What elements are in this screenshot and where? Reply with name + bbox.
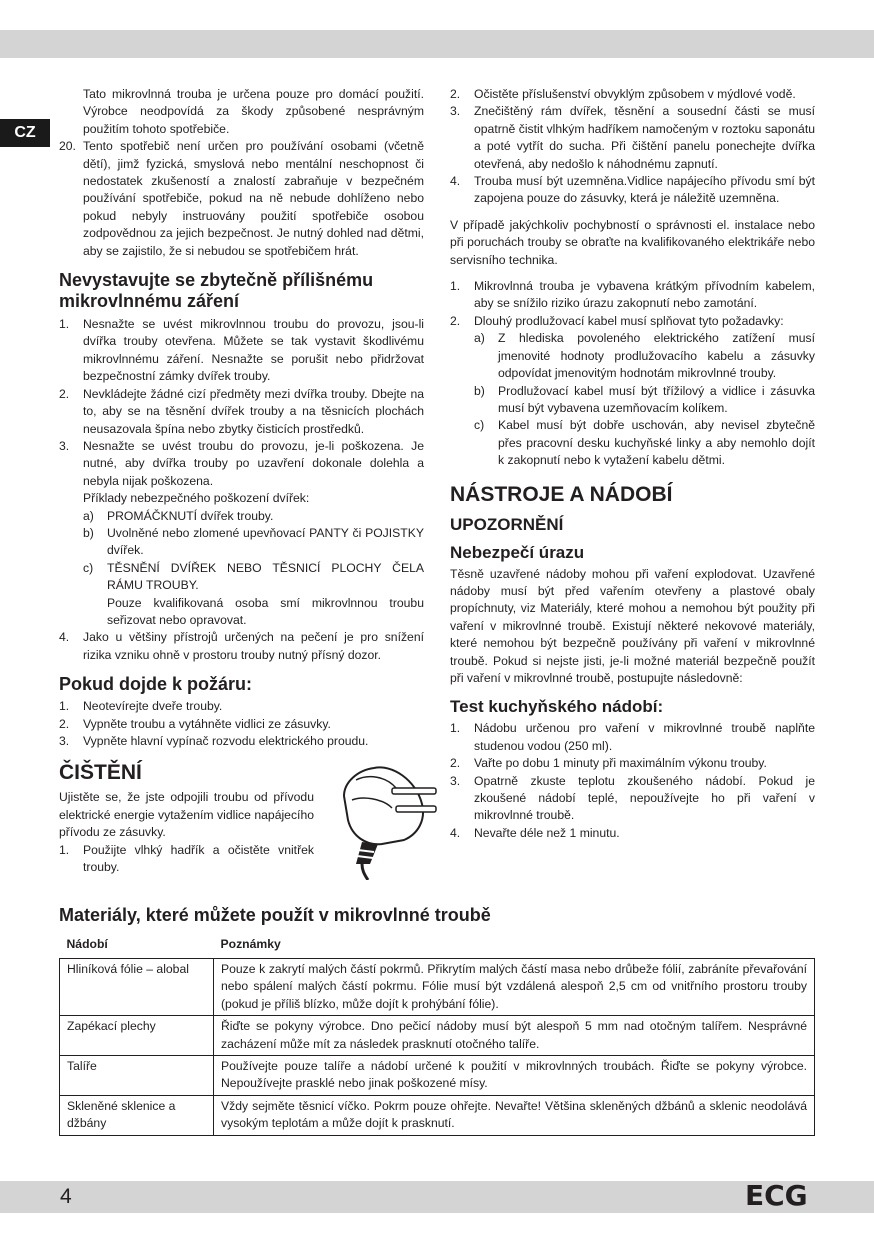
sub-item: a) PROMÁČKNUTÍ dvířek trouby. [83, 508, 274, 523]
list-item: 3. Znečištěný rám dvířek, těsnění a sousední části se musí opatrně čistit vlhkým hadříkem namočeným v roztoku saponátu a poté vytřít do sucha. Při čištění panelu ponechejte dvířka otevřená, aby nedošlo k náhodnému zapnutí. [450, 104, 815, 171]
list-item: 4. Trouba musí být uzemněna.Vidlice napájecího přívodu smí být zapojena pouze do zásuvky, která je náležitě uzemněna. [450, 174, 815, 206]
table-cell-item: Zapékací plechy [60, 1016, 214, 1056]
materials-table [59, 936, 815, 1136]
list-item: 4. Jako u většiny přístrojů určených na pečení je pro snížení rizika vzniku ohně v prostoru trouby nutný přísný dozor. [59, 630, 424, 662]
page-number: 4 [60, 1185, 72, 1208]
table-cell-item: Talíře [60, 1056, 214, 1096]
table-row [60, 1095, 815, 1135]
list-item: 4. Nevařte déle než 1 minutu. [450, 825, 620, 840]
section-title-warning: UPOZORNĚNÍ [450, 514, 564, 534]
intro-text: Tato mikrovlnná trouba je určena pouze pro domácí použití. Výrobce neodpovídá za škody způsobené nesprávným použitím tohoto spotřebiče. [83, 87, 424, 136]
injury-paragraph: Těsně uzavřené nádoby mohou při vaření explodovat. Uzavřené nádoby musí být před vařením otevřeny a plastové obaly propíchnuty, viz Materiály, které mohou a nemohou být použity při vaření v mikrovlnné troubě. Existují některé nekovové materiály, které nemohou být bezpečně používány při vaření v mikrovlnné troubě. Pokud si nejste jisti, je-li možné materiál bezpečně použít při vaření v mikrovlnné troubě, postupujte následovně: [450, 566, 815, 685]
sub-item: c) TĚSNĚNÍ DVÍŘEK NEBO TĚSNICÍ PLOCHY ČELA RÁMU TROUBY. [83, 560, 424, 593]
top-bar [0, 30, 874, 58]
cleaning-intro: Ujistěte se, že jste odpojili troubu od přívodu elektrické energie vytažením vidlice napájecího přívodu ze zásuvky. [59, 790, 314, 840]
list-item: 3. Opatrně zkuste teplotu zkoušeného nádobí. Pokud je zkoušené nádobí teplé, nepoužívejte ho při vaření v mikrovlnné troubě. [450, 773, 815, 823]
table-row [60, 959, 815, 1016]
list-item: 2. Dlouhý prodlužovací kabel musí splňovat tyto požadavky: [450, 313, 784, 328]
table-cell-note: Používejte pouze talíře a nádobí určené k použití v mikrovlnných troubách. Řiďte se pokyny výrobce. Nepoužívejte prasklé nebo jinak poškozené mísy. [214, 1056, 815, 1096]
list-item: 1. Nesnažte se uvést mikrovlnnou troubu do provozu, jsou-li dvířka trouby otevřena. Můžete se tak vystavit škodlivému mikrovlnnému záření. Nesnažte se porušit nebo přidržovat bezpečnostní zámky dvířek trouby. [59, 317, 424, 384]
table-cell-note: Vždy sejměte těsnicí víčko. Pokrm pouze ohřejte. Nevařte! Většina skleněných džbánů a sklenic neodolává vysokým teplotám a může dojít k prasknutí. [214, 1095, 815, 1135]
list-item: 20. Tento spotřebič není určen pro používání osobami (včetně dětí), jimž fyzická, smyslová nebo mentální neschopnost či nedostatek zkušeností a znalostí zabraňuje v bezpečném používání spotřebiče, pokud na ně nebude dohlíženo nebo pokud nebyly instruovány použití spotřebiče osobou zodpovědnou za jejich bezpečnost. Je nutný dohled nad dětmi, aby se zajistilo, že si nebudou se spotřebičem hrát. [59, 139, 424, 258]
brand-logo: ECG [745, 1179, 808, 1212]
list-item: 1. Mikrovlnná trouba je vybavena krátkým přívodním kabelem, aby se snížilo riziko úrazu zakopnutí nebo zamotání. [450, 279, 815, 311]
sub-item: b) Uvolněné nebo zlomené upevňovací PANTY či POJISTKY dvířek. [83, 525, 424, 558]
table-header-row [60, 936, 815, 959]
list-item: 2. Vypněte troubu a vytáhněte vidlici ze zásuvky. [59, 716, 331, 731]
section-title-test: Test kuchyňského nádobí: [450, 697, 664, 717]
table-cell-item: Skleněné sklenice a džbány [60, 1095, 214, 1135]
section-title-tools: NÁSTROJE A NÁDOBÍ [450, 482, 673, 506]
materials-title: Materiály, které můžete použít v mikrovlnné troubě [59, 905, 491, 925]
table-row [60, 1016, 815, 1056]
list-item: 2. Očistěte příslušenství obvyklým způsobem v mýdlové vodě. [450, 87, 796, 101]
list-item: 3. Vypněte hlavní vypínač rozvodu elektrického proudu. [59, 734, 369, 748]
table-cell-item: Hliníková fólie – alobal [60, 959, 214, 1016]
list-item: 3. Nesnažte se uvést troubu do provozu, je-li poškozena. Je nutné, aby dvířka trouby po uzavření dokonale dolehla a nebyla nijak poškozena. [59, 438, 424, 488]
column-header: Poznámky [220, 937, 281, 951]
table-row [60, 1056, 815, 1096]
sub-item: a) Z hlediska povoleného elektrického zatížení musí jmenovité hodnoty prodlužovacího kabelu a zásuvky odpovídat jmenovitým hodnotám mikrovlnné trouby. [474, 331, 815, 381]
doubt-paragraph: V případě jakýchkoliv pochybností o správnosti el. instalace nebo při poruchách trouby se obraťte na kvalifikovaného elektrikáře nebo servisního technika. [450, 217, 815, 267]
left-column [59, 86, 424, 876]
section-title-fire: Pokud dojde k požáru: [59, 674, 253, 695]
examples-title: Příklady nebezpečného poškození dvířek: [83, 491, 310, 506]
power-plug-icon [322, 760, 442, 880]
language-tab: CZ [0, 119, 50, 147]
section-title-injury: Nebezpečí úrazu [450, 542, 585, 562]
qualified-note: Pouze kvalifikovaná osoba smí mikrovlnnou troubu seřizovat nebo opravovat. [107, 595, 424, 627]
sub-item: b) Prodlužovací kabel musí být třížilový a vidlice i zásuvka musí být vybavena uzemňovacím kolíkem. [474, 383, 815, 415]
list-item: 1. Nádobu určenou pro vaření v mikrovlnné troubě naplňte studenou vodou (250 ml). [450, 721, 815, 753]
bottom-bar [0, 1181, 874, 1213]
section-title-cleaning: ČIŠTĚNÍ [59, 761, 142, 785]
list-item: 2. Nevkládejte žádné cizí předměty mezi dvířka trouby. Dbejte na to, aby se na těsnění dvířek trouby a na těsnicích plochách neusazovala špína nebo zbytky čisticích prostředků. [59, 386, 424, 436]
list-item: 1. Použijte vlhký hadřík a očistěte vnitřek trouby. [59, 842, 314, 875]
list-item: 2. Vařte po dobu 1 minuty při maximálním výkonu trouby. [450, 756, 767, 771]
table-cell-note: Řiďte se pokyny výrobce. Dno pečicí nádoby musí být alespoň 5 mm nad otočným talířem. Nesprávné zacházení může mít za následek prasknutí otočného talíře. [214, 1016, 815, 1056]
table-cell-note: Pouze k zakrytí malých částí pokrmů. Přikrytím malých částí masa nebo drůbeže fólií, zabráníte převařování nebo spálení malých částí pokrmu. Fólie musí být vzdálená alespoň 2,5 cm od vnitřního prostoru trouby (pokud je příliš blízko, může dojít k prohýbání fólie). [214, 959, 815, 1016]
column-header: Nádobí [66, 937, 108, 951]
list-item: 1. Neotevírejte dveře trouby. [59, 699, 223, 714]
section-title-radiation: Nevystavujte se zbytečně přílišnému mikrovlnnému záření [59, 270, 374, 312]
cleaning-block [59, 789, 314, 876]
sub-item: c) Kabel musí být dobře uschován, aby nevisel zbytečně přes pracovní desku kuchyňské linky a aby nemohlo dojít k zakopnutí nebo k vytažení kabelu dětmi. [474, 418, 815, 468]
right-column [450, 86, 815, 842]
